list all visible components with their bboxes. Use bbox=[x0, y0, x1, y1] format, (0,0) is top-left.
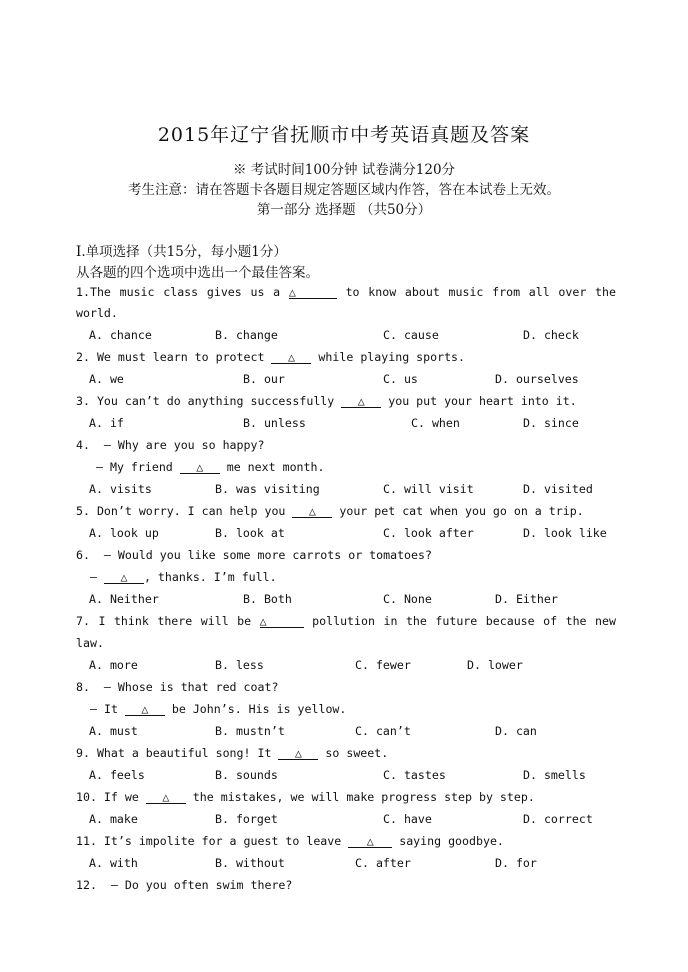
question-text: your pet cat when you go on a trip. bbox=[332, 504, 584, 518]
option-a: A. chance bbox=[89, 328, 152, 342]
option-b: B. sounds bbox=[215, 768, 278, 782]
option-c: C. can’t bbox=[355, 724, 411, 738]
answer-blank: △ bbox=[125, 703, 165, 716]
question-7 bbox=[76, 614, 616, 628]
question-text: pollution in the future because of the new bbox=[303, 614, 616, 628]
section-heading: Ⅰ.单项选择（共15分，每小题1分） bbox=[76, 244, 287, 260]
question-11 bbox=[76, 834, 616, 848]
question-text: while playing sports. bbox=[311, 350, 466, 364]
option-b: B. without bbox=[215, 856, 285, 870]
question-12: 12. — Do you often swim there? bbox=[76, 878, 293, 892]
question-2 bbox=[76, 350, 616, 364]
dialog-text: , thanks. I’m full. bbox=[143, 570, 277, 584]
answer-blank: △ bbox=[104, 571, 144, 584]
option-b: B. change bbox=[215, 328, 278, 342]
option-d: D. smells bbox=[523, 768, 586, 782]
option-a: A. we bbox=[89, 372, 124, 386]
option-a: A. must bbox=[89, 724, 138, 738]
exam-notice: 考生注意：请在答题卡各题目规定答题区域内作答，答在本试卷上无效。 bbox=[128, 182, 560, 198]
option-d: D. correct bbox=[523, 812, 593, 826]
document-title: 2015年辽宁省抚顺市中考英语真题及答案 bbox=[157, 124, 531, 146]
option-b: B. unless bbox=[243, 416, 306, 430]
option-d: D. lower bbox=[467, 658, 523, 672]
option-a: A. look up bbox=[89, 526, 159, 540]
option-c: C. us bbox=[383, 372, 418, 386]
option-c: C. after bbox=[355, 856, 411, 870]
question-text: 7. I think there will be bbox=[76, 614, 260, 628]
option-a: A. visits bbox=[89, 482, 152, 496]
option-d: D. for bbox=[495, 856, 537, 870]
question-text: the mistakes, we will make progress step by step. bbox=[185, 790, 535, 804]
option-a: A. make bbox=[89, 812, 138, 826]
option-c: C. tastes bbox=[383, 768, 446, 782]
question-text: 11. It’s impolite for a guest to leave bbox=[76, 834, 349, 848]
question-1-continued: world. bbox=[76, 306, 118, 320]
option-c: C. have bbox=[383, 812, 432, 826]
option-b: B. was visiting bbox=[215, 482, 320, 496]
answer-blank: △ bbox=[278, 747, 318, 760]
question-text: so sweet. bbox=[318, 746, 389, 760]
option-d: D. Either bbox=[495, 592, 558, 606]
answer-blank: △ bbox=[292, 505, 332, 518]
answer-blank: △ bbox=[289, 286, 337, 299]
option-d: D. look like bbox=[523, 526, 607, 540]
question-text: saying goodbye. bbox=[392, 834, 504, 848]
question-6-dialog bbox=[90, 570, 277, 584]
option-a: A. Neither bbox=[89, 592, 159, 606]
question-text: 5. Don’t worry. I can help you bbox=[76, 504, 293, 518]
dialog-text: me next month. bbox=[219, 460, 325, 474]
option-b: B. forget bbox=[215, 812, 278, 826]
answer-blank: △ bbox=[271, 351, 311, 364]
question-10 bbox=[76, 790, 616, 804]
question-text: 10. If we bbox=[76, 790, 146, 804]
question-1 bbox=[76, 285, 616, 299]
answer-blank: △ bbox=[348, 835, 392, 848]
option-d: D. since bbox=[523, 416, 579, 430]
option-b: B. Both bbox=[243, 592, 292, 606]
answer-blank: △ bbox=[341, 395, 381, 408]
answer-blank: △ bbox=[260, 615, 304, 628]
option-c: C. fewer bbox=[355, 658, 411, 672]
question-5 bbox=[76, 504, 616, 518]
option-b: B. our bbox=[243, 372, 285, 386]
question-text: to know about music from all over the bbox=[336, 285, 617, 299]
option-d: D. visited bbox=[523, 482, 593, 496]
question-6: 6. — Would you like some more carrots or tomatoes? bbox=[76, 548, 432, 562]
option-a: A. if bbox=[89, 416, 124, 430]
part-heading: 第一部分 选择题 （共50分） bbox=[256, 202, 432, 218]
option-b: B. mustn’t bbox=[215, 724, 285, 738]
question-text: 3. You can’t do anything successfully bbox=[76, 394, 342, 408]
section-instruction: 从各题的四个选项中选出一个最佳答案。 bbox=[76, 265, 319, 281]
option-a: A. more bbox=[89, 658, 138, 672]
exam-info: ※ 考试时间100分钟 试卷满分120分 bbox=[232, 162, 456, 178]
question-text: you put your heart into it. bbox=[381, 394, 577, 408]
option-a: A. feels bbox=[89, 768, 145, 782]
dialog-text: — bbox=[90, 570, 104, 584]
option-b: B. less bbox=[215, 658, 264, 672]
dialog-text: — It bbox=[90, 702, 125, 716]
question-9 bbox=[76, 746, 616, 760]
question-3 bbox=[76, 394, 616, 408]
question-text: 9. What a beautiful song! It bbox=[76, 746, 279, 760]
question-4: 4. — Why are you so happy? bbox=[76, 438, 265, 452]
option-d: D. ourselves bbox=[495, 372, 579, 386]
option-c: C. when bbox=[411, 416, 460, 430]
option-d: D. check bbox=[523, 328, 579, 342]
question-text: 1.The music class gives us a bbox=[76, 285, 289, 299]
question-8-dialog bbox=[90, 702, 346, 716]
question-8: 8. — Whose is that red coat? bbox=[76, 680, 279, 694]
option-c: C. cause bbox=[383, 328, 439, 342]
option-c: C. look after bbox=[383, 526, 474, 540]
question-text: 2. We must learn to protect bbox=[76, 350, 272, 364]
option-b: B. look at bbox=[215, 526, 285, 540]
question-7-continued: law. bbox=[76, 636, 104, 650]
answer-blank: △ bbox=[146, 791, 186, 804]
option-c: C. None bbox=[383, 592, 432, 606]
dialog-text: be John’s. His is yellow. bbox=[164, 702, 347, 716]
option-a: A. with bbox=[89, 856, 138, 870]
option-c: C. will visit bbox=[383, 482, 474, 496]
option-d: D. can bbox=[495, 724, 537, 738]
dialog-text: — My friend bbox=[96, 460, 180, 474]
answer-blank: △ bbox=[180, 461, 220, 474]
question-4-dialog bbox=[96, 460, 324, 474]
